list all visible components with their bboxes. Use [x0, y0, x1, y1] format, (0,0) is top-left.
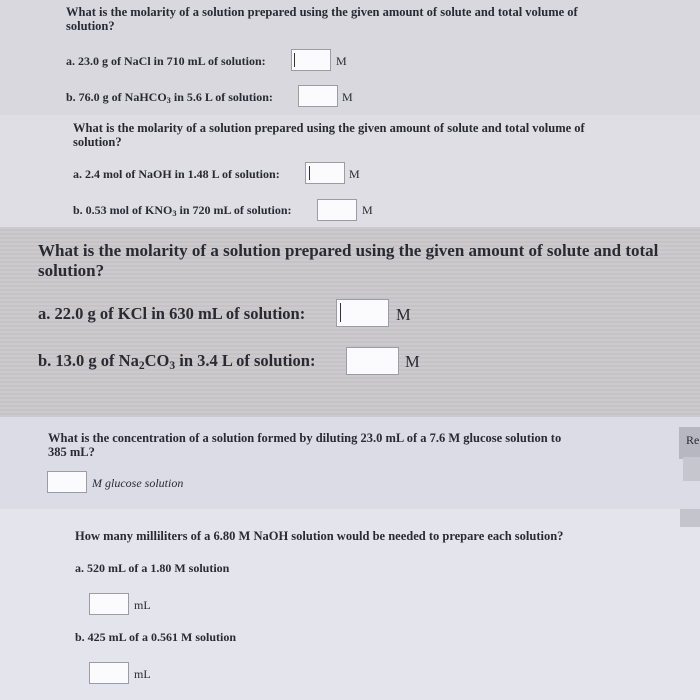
- answer-input-b[interactable]: [298, 85, 338, 107]
- answer-input-a[interactable]: [305, 162, 345, 184]
- question-panel-3: [0, 227, 700, 417]
- answer-input-a[interactable]: [89, 593, 129, 615]
- question-text: What is the molarity of a solution prepared using the given amount of solute and total volume of: [66, 5, 578, 19]
- side-tab: [683, 457, 700, 481]
- unit-label: mL: [134, 667, 151, 681]
- question-panel-4: [0, 417, 700, 509]
- answer-input[interactable]: [47, 471, 87, 493]
- question-text: What is the molarity of a solution prepared using the given amount of solute and total: [38, 241, 659, 260]
- part-b-label: b. 0.53 mol of $KNO_3$ in 720 mL of solution:: [73, 203, 292, 219]
- text-cursor: [340, 303, 341, 322]
- unit-label: M: [405, 352, 420, 371]
- part-b-label: b. 425 mL of a 0.561 M solution: [75, 630, 237, 644]
- answer-input-b[interactable]: [317, 199, 357, 221]
- unit-label: M: [349, 167, 360, 181]
- text-cursor: [294, 53, 295, 67]
- part-a-label: a. 2.4 mol of NaOH in 1.48 L of solution:: [73, 167, 280, 181]
- question-text: solution?: [38, 261, 105, 280]
- part-a-label: a. 22.0 g of KCl in 630 mL of solution:: [38, 304, 306, 323]
- answer-input-b[interactable]: [346, 347, 399, 375]
- question-text: solution?: [66, 19, 115, 33]
- question-panel-1: [0, 0, 700, 115]
- question-text: How many milliliters of a 6.80 M NaOH solution would be needed to prepare each solution?: [75, 529, 564, 543]
- side-button-label: Re: [686, 433, 700, 447]
- part-a-label: a. 520 mL of a 1.80 M solution: [75, 561, 230, 575]
- unit-label: M: [342, 90, 353, 104]
- question-panel-5: [0, 509, 700, 700]
- question-text: What is the concentration of a solution formed by diluting 23.0 mL of a 7.6 M glucose solution to: [48, 431, 562, 445]
- part-b-label: b. 13.0 g of $Na_2CO_3$ in 3.4 L of solution:: [38, 351, 316, 372]
- part-a-label: a. 23.0 g of NaCl in 710 mL of solution:: [66, 54, 266, 68]
- unit-label: mL: [134, 598, 151, 612]
- question-text: What is the molarity of a solution prepared using the given amount of solute and total volume of: [73, 121, 585, 135]
- part-b-label: b. 76.0 g of NaHCO$_3$ in 5.6 L of solution:: [66, 90, 273, 106]
- side-tab: [680, 509, 700, 527]
- unit-label: M: [336, 54, 347, 68]
- question-text: solution?: [73, 135, 122, 149]
- question-panel-2: [0, 115, 700, 227]
- answer-input-b[interactable]: [89, 662, 129, 684]
- unit-label: M: [362, 203, 373, 217]
- text-cursor: [309, 166, 310, 180]
- answer-input-a[interactable]: [336, 299, 389, 327]
- unit-label: M: [396, 305, 411, 324]
- unit-label: M glucose solution: [92, 476, 184, 490]
- question-text: 385 mL?: [48, 445, 95, 459]
- answer-input-a[interactable]: [291, 49, 331, 71]
